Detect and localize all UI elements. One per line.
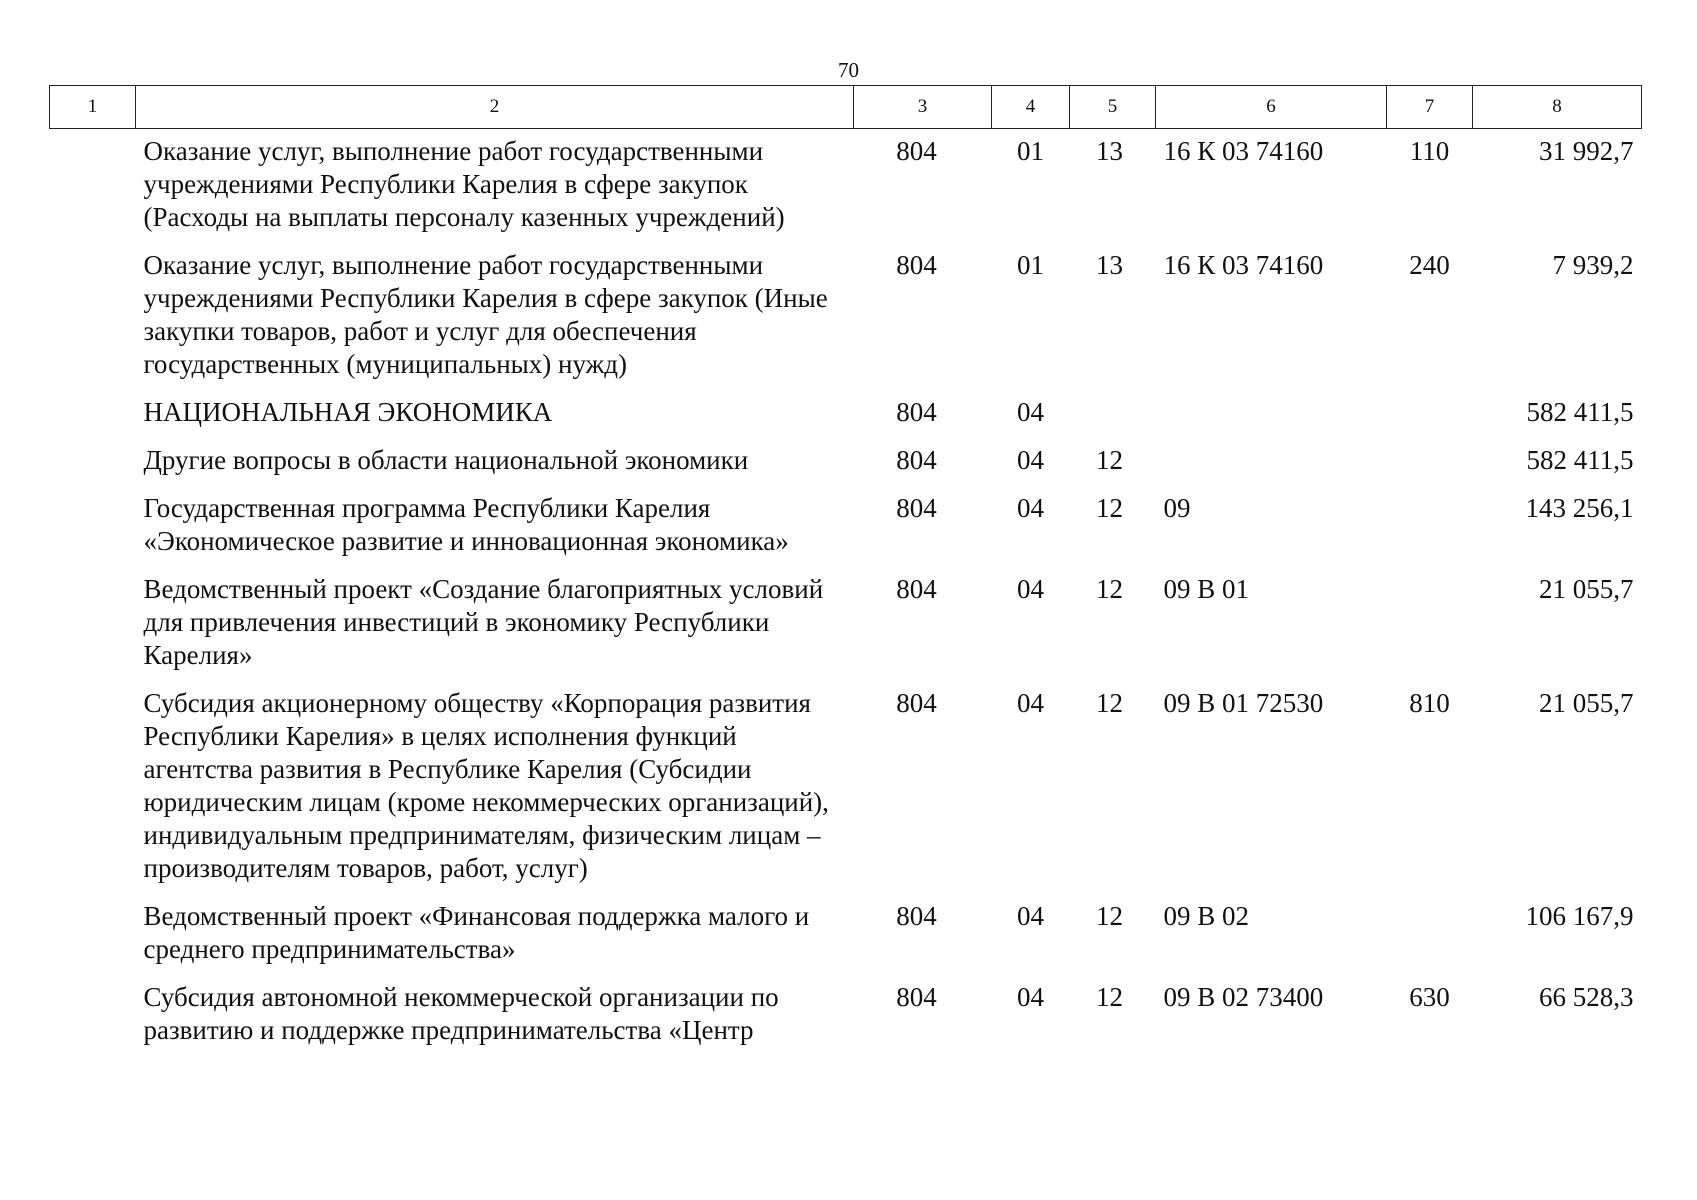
- ministry-code: 804: [896, 397, 937, 427]
- section-code: 04: [1017, 493, 1044, 523]
- row-number-cell: [50, 486, 136, 567]
- target-article-code: 09 В 02 73400: [1163, 982, 1324, 1012]
- row-number-cell: [50, 681, 136, 894]
- budget-table: [49, 85, 1642, 1056]
- target-article-code: 09 В 01: [1163, 574, 1250, 604]
- table-row: [50, 894, 1642, 975]
- expense-type-code: 110: [1409, 136, 1450, 166]
- amount: 582 411,5: [1526, 397, 1634, 427]
- column-header-2: 2: [136, 86, 854, 129]
- section-code: 04: [1017, 397, 1044, 427]
- row-number-cell: [50, 567, 136, 681]
- section-code: 01: [1017, 136, 1044, 166]
- target-article-code: [1156, 438, 1387, 486]
- expense-name: НАЦИОНАЛЬНАЯ ЭКОНОМИКА: [143, 397, 553, 427]
- table-row: [50, 129, 1642, 244]
- ministry-code: 804: [896, 493, 937, 523]
- expense-name: Государственная программа Республики Карелия «Экономическое развитие и инновационная экономика»: [143, 493, 789, 556]
- target-article-code: 09 В 02: [1163, 901, 1250, 931]
- section-code: 04: [1017, 982, 1044, 1012]
- amount: 66 528,3: [1539, 982, 1634, 1012]
- amount: 21 055,7: [1539, 574, 1634, 604]
- ministry-code: 804: [896, 901, 937, 931]
- column-header-8: 8: [1473, 86, 1642, 129]
- expense-type-code: 630: [1409, 982, 1450, 1012]
- expense-name: Оказание услуг, выполнение работ государственными учреждениями Республики Карелия в сфере закупок (Иные закупки товаров, работ и услуг для обеспечения государственных (муниципальных) нужд): [143, 250, 828, 379]
- column-header-7: 7: [1387, 86, 1473, 129]
- expense-name: Оказание услуг, выполнение работ государственными учреждениями Республики Карелия в сфере закупок (Расходы на выплаты персоналу казенных учреждений): [143, 136, 785, 232]
- subsection-code: 12: [1096, 574, 1123, 604]
- table-body: [50, 129, 1642, 1057]
- subsection-code: 13: [1096, 250, 1123, 280]
- subsection-code: [1070, 390, 1156, 438]
- row-number-cell: [50, 894, 136, 975]
- ministry-code: 804: [896, 688, 937, 718]
- section-code: 04: [1017, 901, 1044, 931]
- row-number-cell: [50, 390, 136, 438]
- expense-type-code: [1387, 486, 1473, 567]
- expense-name: Ведомственный проект «Финансовая поддержка малого и среднего предпринимательства»: [143, 901, 810, 964]
- amount: 31 992,7: [1539, 136, 1634, 166]
- target-article-code: 16 К 03 74160: [1163, 250, 1324, 280]
- ministry-code: 804: [896, 982, 937, 1012]
- table-row: [50, 975, 1642, 1056]
- amount: 21 055,7: [1539, 688, 1634, 718]
- table-row: [50, 567, 1642, 681]
- expense-name: Другие вопросы в области национальной экономики: [143, 445, 749, 475]
- section-code: 04: [1017, 574, 1044, 604]
- target-article-code: 09: [1163, 493, 1191, 523]
- expense-name: Ведомственный проект «Создание благоприятных условий для привлечения инвестиций в экономику Республики Карелия»: [143, 574, 824, 670]
- subsection-code: 12: [1096, 688, 1123, 718]
- column-header-1: 1: [50, 86, 136, 129]
- expense-type-code: 240: [1409, 250, 1450, 280]
- ministry-code: 804: [896, 136, 937, 166]
- amount: 143 256,1: [1525, 493, 1634, 523]
- row-number-cell: [50, 975, 136, 1056]
- target-article-code: 09 В 01 72530: [1163, 688, 1324, 718]
- column-number-row: [50, 86, 1642, 129]
- subsection-code: 12: [1096, 982, 1123, 1012]
- expense-type-code: [1387, 390, 1473, 438]
- ministry-code: 804: [896, 445, 937, 475]
- expense-type-code: [1387, 438, 1473, 486]
- expense-name: Субсидия автономной некоммерческой организации по развитию и поддержке предпринимательства «Центр: [143, 982, 779, 1045]
- expense-type-code: 810: [1409, 688, 1450, 718]
- amount: 582 411,5: [1526, 445, 1634, 475]
- table-row: [50, 681, 1642, 894]
- target-article-code: 16 К 03 74160: [1163, 136, 1324, 166]
- expense-type-code: [1387, 894, 1473, 975]
- row-number-cell: [50, 129, 136, 244]
- subsection-code: 12: [1096, 901, 1123, 931]
- subsection-code: 12: [1096, 493, 1123, 523]
- column-header-4: 4: [992, 86, 1070, 129]
- section-code: 04: [1017, 688, 1044, 718]
- column-header-6: 6: [1156, 86, 1387, 129]
- page-number: 70: [838, 58, 859, 82]
- amount: 7 939,2: [1552, 250, 1634, 280]
- row-number-cell: [50, 243, 136, 390]
- ministry-code: 804: [896, 574, 937, 604]
- target-article-code: [1156, 390, 1387, 438]
- expense-type-code: [1387, 567, 1473, 681]
- expense-name: Субсидия акционерному обществу «Корпорация развития Республики Карелия» в целях исполнения функций агентства развития в Республике Карелия (Субсидии юридическим лицам (кроме некоммерческих организаций), индивидуальным предпринимателям, физическим лицам – производителям товаров, работ, услуг): [143, 688, 829, 883]
- amount: 106 167,9: [1525, 901, 1634, 931]
- table-row: [50, 390, 1642, 438]
- subsection-code: 13: [1096, 136, 1123, 166]
- table-row: [50, 486, 1642, 567]
- table-header: [50, 86, 1642, 129]
- section-code: 01: [1017, 250, 1044, 280]
- subsection-code: 12: [1096, 445, 1123, 475]
- section-code: 04: [1017, 445, 1044, 475]
- column-header-5: 5: [1070, 86, 1156, 129]
- ministry-code: 804: [896, 250, 937, 280]
- table-row: [50, 243, 1642, 390]
- table-row: [50, 438, 1642, 486]
- row-number-cell: [50, 438, 136, 486]
- column-header-3: 3: [854, 86, 992, 129]
